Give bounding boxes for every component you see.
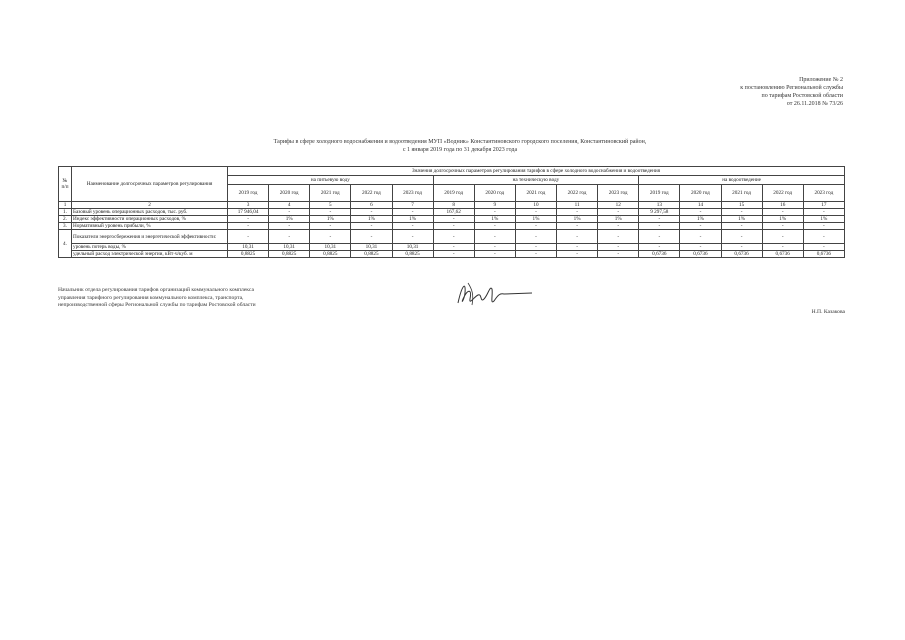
table-cell: - <box>392 209 433 216</box>
header-year: 2020 год <box>680 185 721 202</box>
subgroup-wastewater: на водоотведение <box>639 176 845 185</box>
table-cell: 1% <box>392 216 433 223</box>
table-cell: - <box>228 216 269 223</box>
table-cell: - <box>269 223 310 230</box>
table-cell: 0,8825 <box>228 251 269 258</box>
table-cell: - <box>515 230 556 244</box>
table-cell: 0,6736 <box>721 251 762 258</box>
table-cell: 0,6736 <box>803 251 844 258</box>
header-year: 2022 год <box>557 185 598 202</box>
table-cell: - <box>474 209 515 216</box>
column-number: 4 <box>269 202 310 209</box>
header-year: 2019 год <box>228 185 269 202</box>
table-cell: - <box>557 244 598 251</box>
table-cell: - <box>721 223 762 230</box>
signature-image <box>450 275 540 320</box>
table-row <box>59 223 845 230</box>
table-cell: - <box>351 230 392 244</box>
table-cell: - <box>557 251 598 258</box>
table-row <box>59 216 845 223</box>
table-cell: - <box>680 223 721 230</box>
header-year: 2019 год <box>433 185 474 202</box>
table-cell: 10,31 <box>269 244 310 251</box>
annex-line-3: по тарифам Ростовской области <box>761 93 843 99</box>
table-cell: 1% <box>680 216 721 223</box>
table-cell: - <box>803 244 844 251</box>
table-cell: - <box>474 230 515 244</box>
table-cell: 1% <box>598 216 639 223</box>
table-cell: - <box>433 223 474 230</box>
table-cell: - <box>433 230 474 244</box>
table-cell: 0,6736 <box>639 251 680 258</box>
table-cell: 1% <box>515 216 556 223</box>
table-cell: - <box>474 223 515 230</box>
table-cell: - <box>762 209 803 216</box>
table-cell: - <box>310 230 351 244</box>
table-cell: 17 946,04 <box>228 209 269 216</box>
row-label: Показатели энергосбережения и энергетической эффективности: <box>72 230 228 244</box>
row-number: 1. <box>59 209 72 216</box>
header-year: 2021 год <box>721 185 762 202</box>
table-cell: - <box>228 230 269 244</box>
table-row <box>59 251 845 258</box>
header-year: 2023 год <box>803 185 844 202</box>
table-cell: 1% <box>557 216 598 223</box>
table-cell: - <box>474 244 515 251</box>
table-cell: - <box>803 209 844 216</box>
table-cell: - <box>351 209 392 216</box>
table-cell: - <box>557 209 598 216</box>
row-label: Нормативный уровень прибыли, % <box>72 223 228 230</box>
title-line-2: с 1 января 2019 года по 31 декабря 2023 года <box>402 147 518 153</box>
table-cell: - <box>392 223 433 230</box>
table-cell: 9 297,58 <box>639 209 680 216</box>
table-cell: - <box>598 244 639 251</box>
table-row <box>59 244 845 251</box>
column-number: 2 <box>72 202 228 209</box>
table-cell: - <box>721 209 762 216</box>
table-cell: - <box>515 209 556 216</box>
header-year: 2023 год <box>392 185 433 202</box>
table-cell: 0,8825 <box>351 251 392 258</box>
table-cell: - <box>803 223 844 230</box>
table-cell: - <box>474 251 515 258</box>
subgroup-drinking-water: на питьевую воду <box>228 176 434 185</box>
header-year: 2019 год <box>639 185 680 202</box>
column-number: 10 <box>515 202 556 209</box>
column-number: 12 <box>598 202 639 209</box>
annex-line-1: Приложение № 2 <box>799 77 843 83</box>
row-label: Индекс эффективности операционных расходов, % <box>72 216 228 223</box>
column-number: 7 <box>392 202 433 209</box>
column-number: 8 <box>433 202 474 209</box>
title-line-1: Тарифы в сфере холодного водоснабжения и водоотведения МУП «Водник» Константиновского городского поселения, Константиновский район, <box>273 139 647 145</box>
table-cell: 167,62 <box>433 209 474 216</box>
table-cell: - <box>269 209 310 216</box>
column-number: 9 <box>474 202 515 209</box>
row-number: 4. <box>59 230 72 258</box>
table-cell: - <box>598 230 639 244</box>
table-cell: 0,8825 <box>269 251 310 258</box>
table-cell: 10,31 <box>228 244 269 251</box>
table-cell: 1% <box>721 216 762 223</box>
column-number: 11 <box>557 202 598 209</box>
table-cell: - <box>680 209 721 216</box>
row-label: Базовый уровень операционных расходов, тыс. руб. <box>72 209 228 216</box>
table-cell: - <box>762 244 803 251</box>
signer-name: Н.П. Казакова <box>811 309 845 315</box>
table-cell: - <box>639 230 680 244</box>
table-row <box>59 230 845 244</box>
header-year: 2021 год <box>310 185 351 202</box>
table-cell: - <box>721 244 762 251</box>
table-row <box>59 209 845 216</box>
table-cell: - <box>433 216 474 223</box>
table-cell: - <box>598 223 639 230</box>
table-cell: - <box>310 209 351 216</box>
annex-line-4: от 26.11.2018 № 73/26 <box>786 101 843 107</box>
header-year: 2021 год <box>515 185 556 202</box>
table-cell: 1% <box>351 216 392 223</box>
table-cell: - <box>762 230 803 244</box>
table-cell: - <box>680 244 721 251</box>
table-cell: - <box>433 244 474 251</box>
table-cell: - <box>639 244 680 251</box>
table-cell: - <box>515 244 556 251</box>
subgroup-technical-water: на техническую воду <box>433 176 639 185</box>
header-year: 2020 год <box>474 185 515 202</box>
column-number: 14 <box>680 202 721 209</box>
header-no: № п/п <box>59 167 72 202</box>
header-year: 2022 год <box>351 185 392 202</box>
table-cell: - <box>557 230 598 244</box>
table-cell: - <box>557 223 598 230</box>
row-label: уровень потерь воды, % <box>72 244 228 251</box>
row-number: 2. <box>59 216 72 223</box>
table-cell: - <box>269 230 310 244</box>
column-number: 5 <box>310 202 351 209</box>
table-cell: - <box>515 251 556 258</box>
table-cell: 10,31 <box>310 244 351 251</box>
table-cell: - <box>351 223 392 230</box>
annex-block <box>740 76 843 108</box>
table-cell: - <box>515 223 556 230</box>
header-year: 2022 год <box>762 185 803 202</box>
tariff-table <box>58 166 845 258</box>
column-number: 17 <box>803 202 844 209</box>
table-cell: 0,8825 <box>392 251 433 258</box>
table-cell: 1% <box>310 216 351 223</box>
table-cell: - <box>228 223 269 230</box>
table-cell: 1% <box>474 216 515 223</box>
table-cell: - <box>433 251 474 258</box>
table-cell: 0,6736 <box>680 251 721 258</box>
table-cell: - <box>598 251 639 258</box>
annex-line-2: к постановлению Региональной службы <box>740 85 843 91</box>
table-cell: 1% <box>803 216 844 223</box>
table-cell: 0,8825 <box>310 251 351 258</box>
column-number: 15 <box>721 202 762 209</box>
table-cell: - <box>639 223 680 230</box>
table-cell: - <box>639 216 680 223</box>
table-cell: - <box>680 230 721 244</box>
row-number: 3. <box>59 223 72 230</box>
header-name: Наименование долгосрочных параметров регулирования <box>72 167 228 202</box>
signer-position: Начальник отдела регулирования тарифов организаций коммунального комплекса управления тарифного регулирования коммунального комплекса, транспорта, непроизводственной сферы Региональной службы по тарифам Ростовской области <box>58 287 256 308</box>
row-label: удельный расход электрической энергии, кВт·ч/куб. м <box>72 251 228 258</box>
table-cell: - <box>803 230 844 244</box>
table-cell: - <box>721 230 762 244</box>
header-year: 2020 год <box>269 185 310 202</box>
column-number: 16 <box>762 202 803 209</box>
table-cell: - <box>392 230 433 244</box>
table-cell: 1% <box>762 216 803 223</box>
table-cell: - <box>310 223 351 230</box>
table-cell: 0,6736 <box>762 251 803 258</box>
table-cell: 10,31 <box>351 244 392 251</box>
table-cell: 1% <box>269 216 310 223</box>
table-cell: - <box>598 209 639 216</box>
column-number: 6 <box>351 202 392 209</box>
column-number: 1 <box>59 202 72 209</box>
table-cell: 10,31 <box>392 244 433 251</box>
column-number: 3 <box>228 202 269 209</box>
document-title <box>200 138 720 154</box>
header-group: Значения долгосрочных параметров регулирования тарифов в сфере холодного водоснабжения и водоотведения <box>228 167 845 176</box>
table-cell: - <box>762 223 803 230</box>
header-year: 2023 год <box>598 185 639 202</box>
column-number: 13 <box>639 202 680 209</box>
